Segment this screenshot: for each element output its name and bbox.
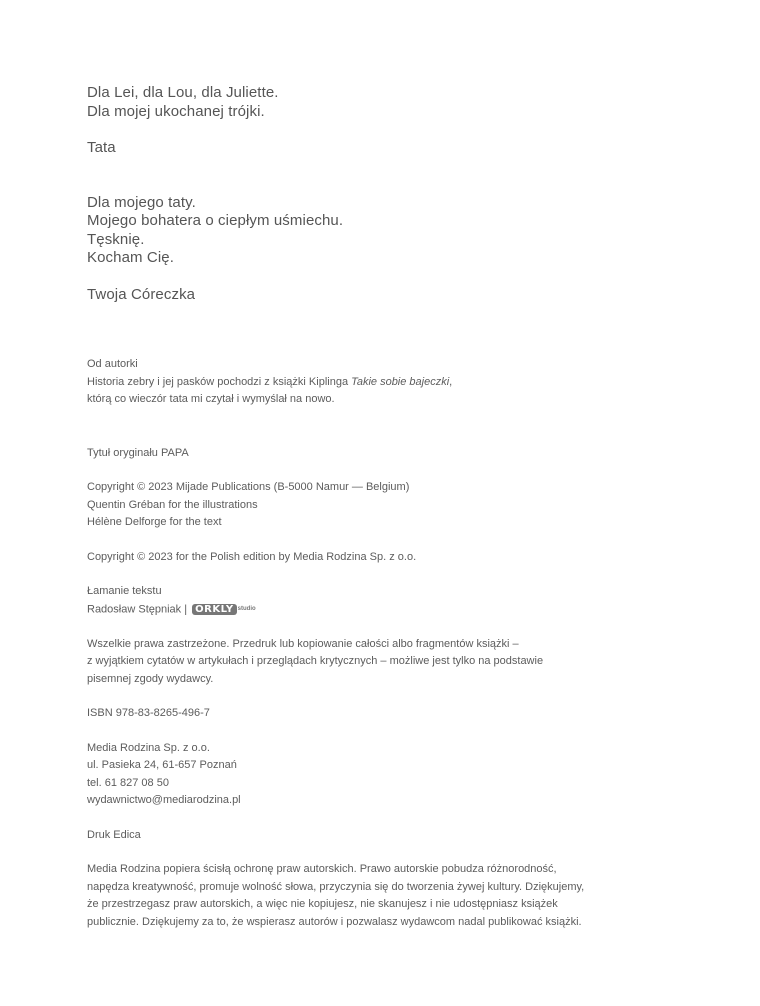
copyright-line: Quentin Gréban for the illustrations [87, 498, 258, 511]
printer: Druk Edica [87, 828, 141, 841]
author-note-text [87, 374, 707, 392]
closing-line: że przestrzegasz praw autorskich, a więc nie kopiujesz, nie skanujesz i nie udostępniasz książek [87, 898, 558, 911]
dedication-line: Tęsknię. [87, 230, 145, 248]
rights-line: Wszelkie prawa zastrzeżone. Przedruk lub kopiowanie całości albo fragmentów książki – [87, 637, 519, 650]
dedication-line: Dla mojej ukochanej trójki. [87, 102, 265, 120]
dedication-line: Kocham Cię. [87, 249, 174, 266]
publisher-email: wydawnictwo@mediarodzina.pl [87, 794, 241, 807]
typesetting-heading: Łamanie tekstu [87, 585, 162, 597]
imprint [87, 445, 707, 932]
author-note-line2: którą co wieczór tata mi czytał i wymyślał na nowo. [87, 393, 335, 405]
publisher-address: ul. Pasieka 24, 61-657 Poznań [87, 759, 237, 772]
rights-line: z wyjątkiem cytatów w artykułach i przeglądach krytycznych – możliwe jest tylko na podstawie [87, 655, 544, 668]
dedication-signature: Twoja Córeczka [87, 285, 196, 303]
author-note-text-start: Historia zebry i jej pasków pochodzi z książki Kiplinga [87, 375, 352, 388]
rights-line: pisemnej zgody wydawcy. [87, 672, 214, 685]
book-title: Takie sobie bajeczki [351, 375, 450, 388]
publisher-phone: tel. 61 827 08 50 [87, 776, 169, 789]
dedication-line: Mojego bohatera o ciepłym uśmiechu. [87, 212, 344, 229]
closing-line: publicznie. Dziękujemy za to, że wspierasz autorów i pozwalasz wydawcom nadal publikować książki. [87, 915, 582, 928]
closing-line: napędza kreatywność, promuje wolność słowa, przyczynia się do tworzenia żywej kultury. Dziękujemy, [87, 880, 585, 893]
studio-logo: ORKLY [192, 604, 237, 615]
dedication-signature: Tata [87, 139, 116, 156]
typesetting-credit [87, 601, 707, 619]
dedication-father [87, 84, 707, 158]
copyright-polish: Copyright © 2023 for the Polish edition by Media Rodzina Sp. z o.o. [87, 550, 417, 563]
dedication-line: Dla Lei, dla Lou, dla Juliette. [87, 84, 279, 101]
typesetter-name: Radosław Stępniak | [87, 603, 191, 616]
author-note [87, 356, 707, 409]
original-title: Tytuł oryginału PAPA [87, 446, 189, 459]
copyright-line: Copyright © 2023 Mijade Publications (B-5000 Namur — Belgium) [87, 481, 410, 493]
author-note-comma: , [449, 375, 453, 388]
dedication-line: Dla mojego taty. [87, 193, 196, 211]
author-note-heading: Od autorki [87, 358, 138, 370]
copyright-line: Hélène Delforge for the text [87, 516, 222, 528]
dedication-daughter [87, 194, 707, 305]
isbn: ISBN 978-83-8265-496-7 [87, 707, 210, 720]
publisher-name: Media Rodzina Sp. z o.o. [87, 741, 210, 754]
imprint-page [87, 84, 707, 931]
studio-logo-sub: studio [237, 605, 256, 612]
closing-line: Media Rodzina popiera ścisłą ochronę praw autorskich. Prawo autorskie pobudza różnorodność, [87, 863, 557, 876]
